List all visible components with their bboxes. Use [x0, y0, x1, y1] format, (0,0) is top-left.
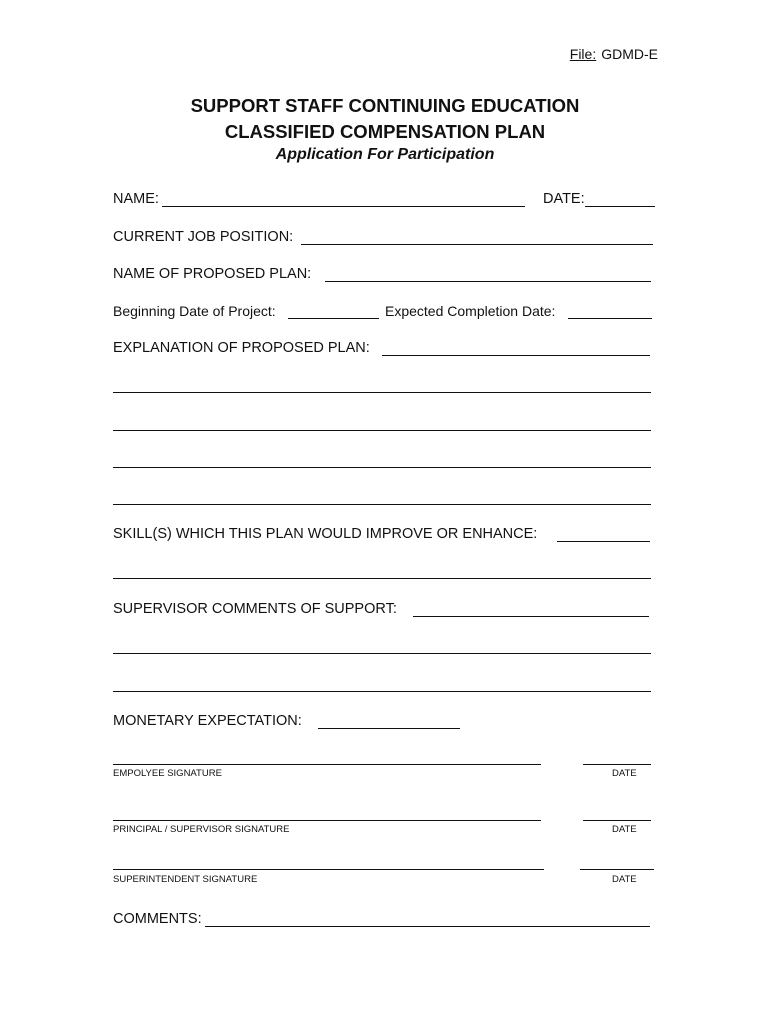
form-title-line-1: SUPPORT STAFF CONTINUING EDUCATION	[190, 95, 580, 116]
skills-line-1[interactable]	[113, 578, 651, 579]
file-reference	[570, 46, 658, 62]
employee-date-caption: DATE	[612, 768, 637, 779]
comments-label: COMMENTS:	[113, 911, 202, 927]
employee-date-field[interactable]	[583, 764, 651, 765]
expected-completion-label: Expected Completion Date:	[385, 303, 556, 319]
explanation-line-4[interactable]	[113, 504, 651, 505]
date-label: DATE:	[543, 191, 585, 207]
explanation-line-2[interactable]	[113, 430, 651, 431]
superintendent-date-caption: DATE	[612, 874, 637, 885]
name-field[interactable]	[162, 206, 525, 207]
employee-signature-caption: EMPOLYEE SIGNATURE	[113, 768, 222, 779]
current-job-position-label: CURRENT JOB POSITION:	[113, 229, 294, 245]
name-label: NAME:	[113, 191, 159, 207]
beginning-date-label: Beginning Date of Project:	[113, 303, 276, 319]
monetary-expectation-field[interactable]	[318, 728, 460, 729]
superintendent-signature-caption: SUPERINTENDENT SIGNATURE	[113, 874, 258, 885]
supervisor-comments-field[interactable]	[413, 616, 649, 617]
form-title-line-2: CLASSIFIED COMPENSATION PLAN	[224, 121, 546, 142]
skills-label: SKILL(S) WHICH THIS PLAN WOULD IMPROVE OR ENHANCE:	[113, 526, 538, 542]
principal-date-caption: DATE	[612, 824, 637, 835]
skills-field[interactable]	[557, 541, 650, 542]
superintendent-signature-field[interactable]	[113, 869, 544, 870]
comments-field[interactable]	[205, 926, 650, 927]
proposed-plan-name-field[interactable]	[325, 281, 651, 282]
superintendent-date-field[interactable]	[580, 869, 654, 870]
supervisor-comments-line-2[interactable]	[113, 691, 651, 692]
proposed-plan-name-label: NAME OF PROPOSED PLAN:	[113, 266, 312, 282]
supervisor-comments-line-1[interactable]	[113, 653, 651, 654]
file-code: GDMD-E	[601, 46, 658, 62]
expected-completion-field[interactable]	[568, 318, 652, 319]
principal-date-field[interactable]	[583, 820, 651, 821]
explanation-field[interactable]	[382, 355, 650, 356]
employee-signature-field[interactable]	[113, 764, 541, 765]
file-label: File:	[569, 46, 597, 62]
explanation-label: EXPLANATION OF PROPOSED PLAN:	[113, 340, 370, 356]
monetary-expectation-label: MONETARY EXPECTATION:	[113, 713, 302, 729]
current-job-position-field[interactable]	[301, 244, 653, 245]
form-subtitle: Application For Participation	[275, 146, 495, 163]
beginning-date-field[interactable]	[288, 318, 379, 319]
date-field[interactable]	[585, 206, 655, 207]
principal-signature-field[interactable]	[113, 820, 541, 821]
explanation-line-1[interactable]	[113, 392, 651, 393]
supervisor-comments-label: SUPERVISOR COMMENTS OF SUPPORT:	[113, 601, 397, 617]
explanation-line-3[interactable]	[113, 467, 651, 468]
principal-signature-caption: PRINCIPAL / SUPERVISOR SIGNATURE	[113, 824, 290, 835]
